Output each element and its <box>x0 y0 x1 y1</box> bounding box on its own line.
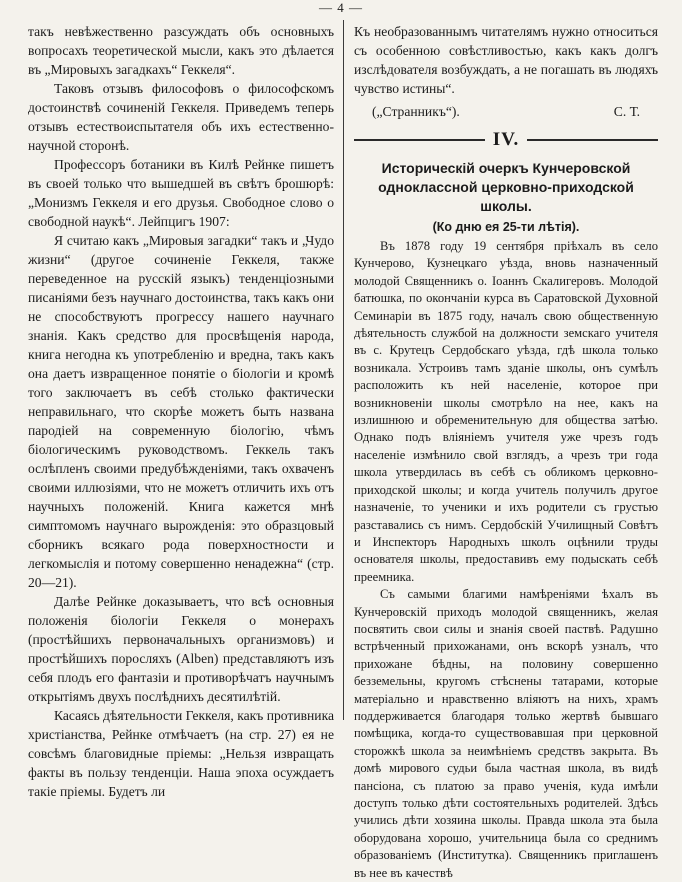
left-column <box>28 22 334 799</box>
paragraph: Въ 1878 году 19 сентября пріѣхалъ въ село Кунчерово, Кузнецкаго уѣзда, вновь назначенный молодой Священникъ о. Іоаннъ Скалигеровъ. Молодой батюшка, по окончаніи курса въ Саратовской Духовной Семинаріи въ 1875 году, началъ свою общественную дѣятельность службой на должности земскаго учителя въ с. Крутецъ Сердобскаго уѣзда, гдѣ школа только возникала. Устроивъ тамъ зданіе школы, онъ сумѣлъ расположить къ ней населеніе, которое при возникновеніи школы смотрѣло на нее, какъ на излишнюю и обременительную для общества затѣю. Однако подъ вліяніемъ учителя уже чрезъ годъ населеніе измѣнило свой взглядъ, а чрезъ три года школа утвердилась въ себѣ съ обликомъ церковно-приходской школы; и когда учитель получилъ другое назначеніе, то ученики и ихъ родители съ грустью разставались съ нимъ. Сердобскій Училищный Совѣтъ и Инспекторъ Народныхъ школъ оцѣнили труды основателя школы, предоставивъ ему подыскать себѣ преемника. <box>354 239 658 584</box>
paragraph: такъ невѣжественно разсуждать объ основныхъ вопросахъ теоретической мысли, какъ это дѣлается въ „Мировыхъ загадкахъ“ Геккеля“. <box>28 24 334 77</box>
article-body <box>354 238 658 882</box>
section-rule-left <box>354 139 485 141</box>
paragraph: Таковъ отзывъ философовъ о философскомъ достоинствѣ сочиненій Геккеля. Приведемъ теперь отзывъ естествоиспытателя объ ихъ естественно-научной сторонѣ. <box>28 81 334 153</box>
quote-source: („Странникъ“). <box>372 104 460 119</box>
page-number: — 4 — <box>319 0 363 15</box>
paragraph: Касаясь дѣятельности Геккеля, какъ противника христіанства, Рейнке отмѣчаетъ (на стр. 27) ея не совсѣмъ благовидные пріемы: „Нельзя извращать факты въ пользу тенденціи. Наша эпоха осуждаетъ такіе пріемы. Будетъ ли <box>28 708 334 799</box>
paragraph: Къ необразованнымъ читателямъ нужно относиться съ особенною совѣстливостью, какъ какъ долгъ изслѣдователя возбуждать, а не погашать въ людяхъ чувство истины“. <box>354 24 658 96</box>
paragraph: Съ самыми благими намѣреніями ѣхалъ въ Кунчеровскій приходъ молодой священникъ, желая посвятить свои силы и знанія своей паствѣ. Радушно встрѣченный прихожанами, онъ вскорѣ узналъ, что прихожане бѣдны, на половину совершенно безземельны, кругомъ стѣснены татарами, которые матеріально и нравственно вліяютъ на нихъ, храмъ поддерживается благодаря только жертвѣ бывшаго помѣщика, когда-то существовавшая при церковной сторожкѣ школа за неимѣніемъ средствъ закрыта. Въ домѣ мирового судьи была частная школа, въ видѣ пансіона, съ платою за право ученія, куда имѣли доступъ только дѣти состоятельныхъ родителей. Здѣсь учились дѣти хозяина школы. Правда школа эта была оборудована хорошо, учительница была со среднимъ образованіемъ (Институтка). Священникъ приглашенъ въ нее въ качествѣ <box>354 587 658 880</box>
right-intro <box>354 22 658 98</box>
section-number: IV. <box>492 129 520 150</box>
paragraph: Я считаю какъ „Мировыя загадки“ такъ и „Чудо жизни“ (другое сочиненіе Геккеля, также переведенное на русскій языкъ) тенденціозными писаніями безъ научнаго достоинства, такъ какъ они не способствуютъ прогрессу нашего научнаго знанія. Какъ средство для просвѣщенія народа, книга негодна къ употребленію и вредна, такъ какъ она даетъ извращенное понятіе о біологіи и кромѣ того заключаетъ въ себѣ столько фактически неправильнаго, что скорѣе можетъ быть названа пародіей на современную біологію, чѣмъ біологическимъ руководствомъ. Геккель такъ ослѣпленъ своими предубѣжденіями, такъ охваченъ своими иллюзіями, что не можетъ отличить ихъ отъ научныхъ положеній. Книга кажется мнѣ симптомомъ научнаго вырожденія: это образцовый сборникъ всякаго рода поверхностности и легкомыслія и потому совершенно ненадежна“ (стр. 20—21). <box>28 233 334 590</box>
section-rule-right <box>527 139 658 141</box>
quote-signature <box>372 102 640 121</box>
section-heading <box>354 129 658 151</box>
paragraph: Профессоръ ботаники въ Килѣ Рейнке пишетъ въ своей только что вышедшей въ свѣтъ брошюрѣ: „Монизмъ Геккеля и его друзья. Свободное слово о свободной наукѣ“. Лейпцигъ 1907: <box>28 157 334 229</box>
right-column <box>354 22 658 880</box>
article-subtitle: (Ко дню ея 25-ти лѣтія). <box>432 220 580 234</box>
column-divider <box>343 20 344 720</box>
article-title: Историческій очеркъ Кунчеровской одноклассной церковно-приходской школы. <box>378 160 634 214</box>
paragraph: Далѣе Рейнке доказываетъ, что всѣ основныя положенія біологіи Геккеля о монерахъ (простѣйшихъ первоначальныхъ организмовъ) и простѣйшихъ поросляхъ (Alben) представляютъ изъ себя плодъ его фантазіи и противорѣчатъ научнымъ открытіямъ двухъ послѣднихъ десятилѣтій. <box>28 594 334 704</box>
quote-initials: С. Т. <box>613 104 640 119</box>
